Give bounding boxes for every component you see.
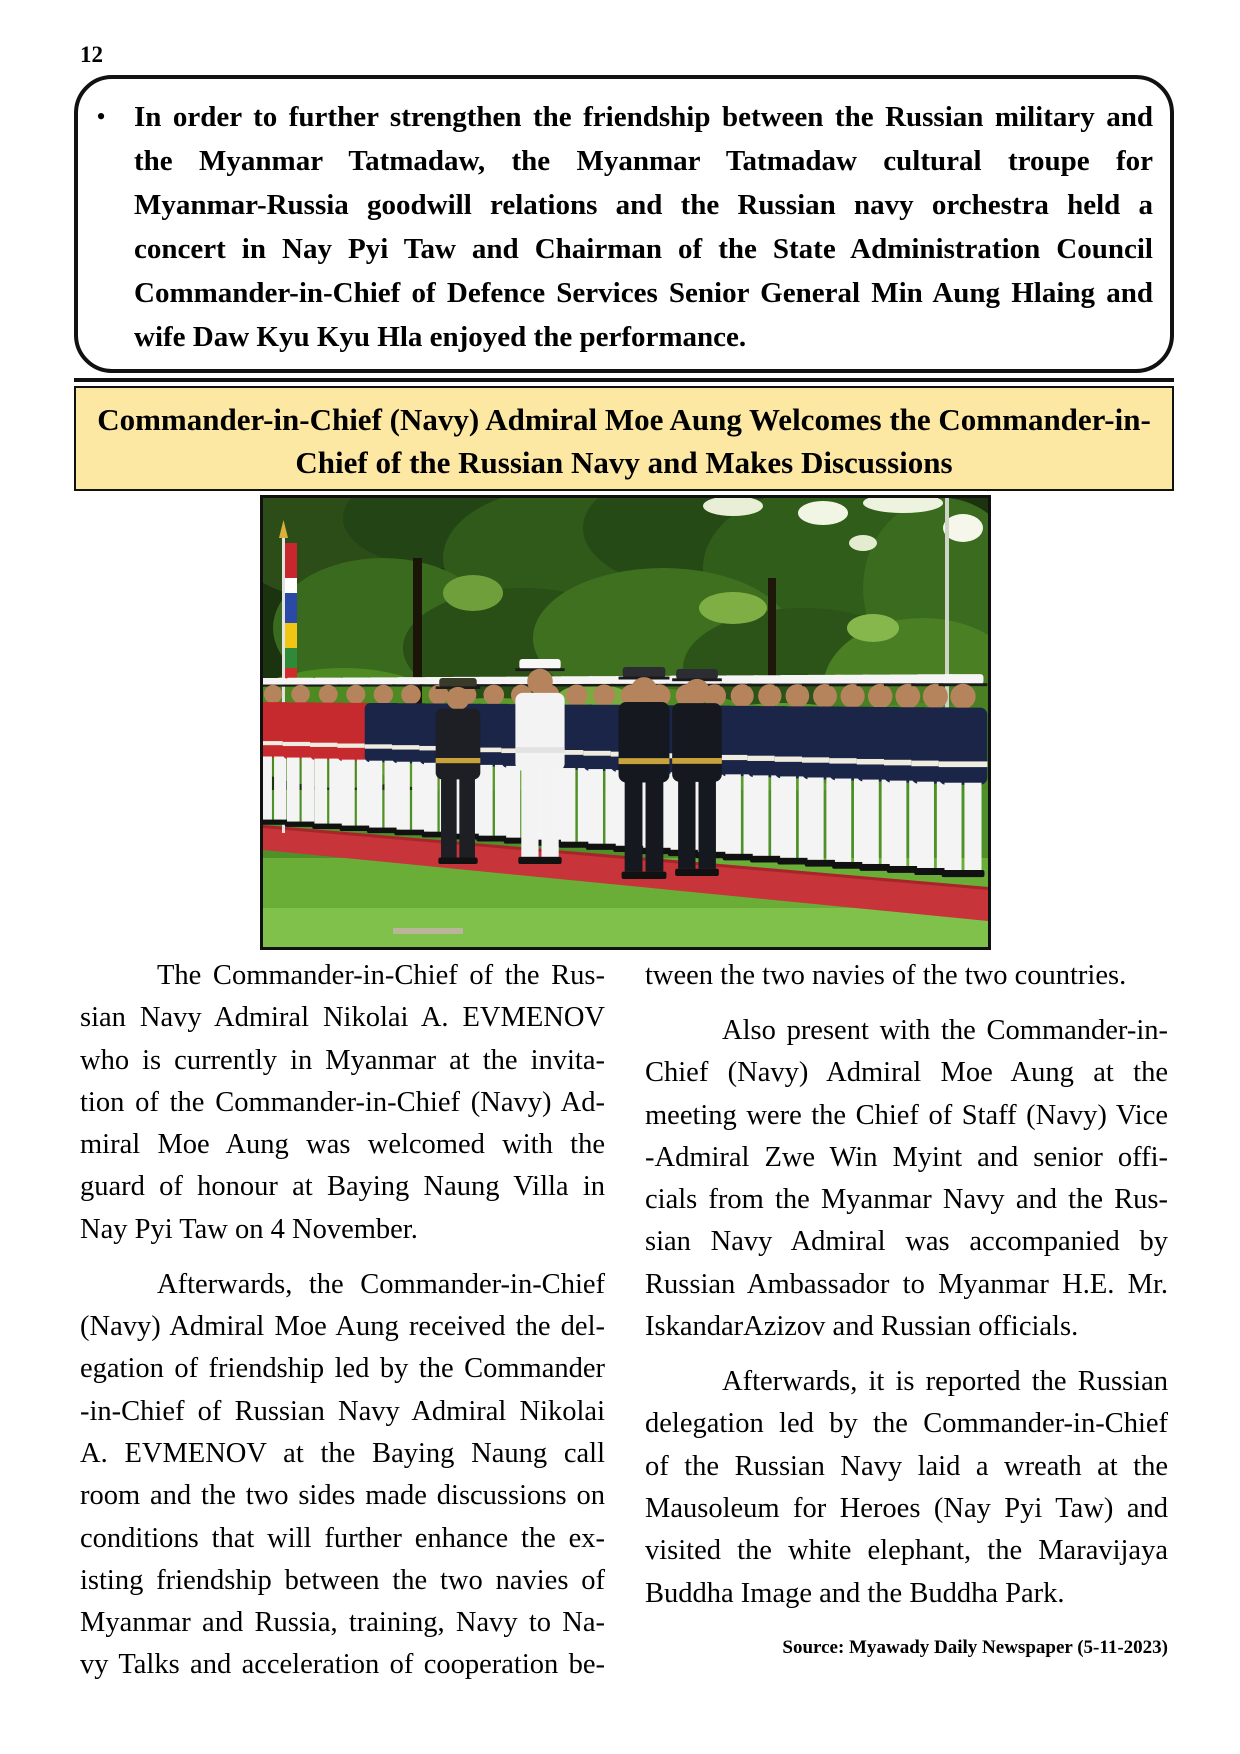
- column-left: [80, 955, 605, 1687]
- body-text-line: meeting were the Chief of Staff (Navy) Vice: [645, 1099, 1168, 1131]
- shoes: [263, 820, 289, 825]
- body-text-line: who is currently in Myanmar at the invita-: [80, 1044, 605, 1076]
- left-leg: [369, 761, 382, 828]
- left-leg: [780, 776, 796, 857]
- highlight-text-line: wife Daw Kyu Kyu Hla enjoyed the performance.: [134, 321, 747, 353]
- face: [319, 685, 338, 704]
- shoes: [312, 824, 344, 829]
- left-leg: [862, 780, 878, 864]
- leaf-highlight: [847, 614, 899, 642]
- left-leg: [808, 777, 824, 859]
- paragraph: [645, 1010, 1168, 1348]
- body-text-line: Afterwards, it is reported the Russian: [722, 1366, 1168, 1398]
- cap: [368, 677, 399, 685]
- ground-plaque: [393, 928, 463, 934]
- left-leg: [561, 768, 575, 842]
- left-leg: [287, 758, 300, 822]
- body-text-line: Chief (Navy) Admiral Moe Aung at the: [645, 1057, 1168, 1089]
- face: [484, 685, 505, 706]
- article-photo: [260, 495, 991, 950]
- body-text-line: cials from the Myanmar Navy and the Rus-: [645, 1184, 1168, 1216]
- right-leg: [698, 780, 715, 869]
- face: [631, 677, 657, 703]
- body-text-line: The Commander-in-Chief of the Rus-: [157, 960, 605, 991]
- sky-patch: [798, 501, 848, 525]
- left-leg: [890, 781, 907, 866]
- highlight-box: [74, 75, 1174, 373]
- left-leg: [314, 759, 327, 824]
- body-text-line: Afterwards, the Commander-in-Chief: [157, 1268, 605, 1300]
- body-text-line: of the Russian Navy laid a wreath at the: [645, 1450, 1168, 1482]
- body-text-line: sian Navy Admiral Nikolai A. EVMENOV: [80, 1002, 605, 1034]
- highlight-text-line: the Myanmar Tatmadaw, the Myanmar Tatmadaw cultural troupe for: [134, 145, 1153, 177]
- face: [374, 685, 393, 704]
- left-leg: [506, 766, 520, 838]
- left-leg: [835, 779, 851, 862]
- left-leg: [678, 780, 695, 869]
- left-leg: [944, 783, 961, 870]
- paragraph: [80, 1264, 605, 1687]
- lawn-front: [263, 908, 988, 947]
- face: [758, 684, 781, 707]
- body-text-line: sian Navy Admiral was accompanied by: [645, 1226, 1168, 1258]
- jacket: [515, 693, 564, 771]
- divider-rule: [74, 378, 1174, 382]
- face: [684, 679, 710, 705]
- leaf-highlight: [443, 575, 503, 611]
- leaf-highlight: [699, 592, 767, 624]
- body-text-line: Russian Ambassador to Myanmar H.E. Mr.: [645, 1268, 1168, 1300]
- body-text-line: delegation led by the Commander-in-Chief: [645, 1408, 1168, 1440]
- left-leg: [725, 774, 741, 854]
- highlight-text-line: Commander-in-Chief of Defence Services Senior General Min Aung Hlaing and: [134, 277, 1153, 309]
- body-text-line: tween the two navies of the two countries.: [645, 960, 1127, 991]
- body-text-line: -Admiral Zwe Win Myint and senior offi-: [645, 1141, 1168, 1173]
- cap: [340, 677, 371, 685]
- cap: [519, 659, 560, 669]
- belt: [939, 761, 988, 767]
- cap: [676, 669, 718, 679]
- face: [923, 684, 948, 709]
- face: [950, 684, 975, 709]
- article-title-line: Chief of the Russian Navy and Makes Discussions: [295, 445, 953, 480]
- right-leg: [357, 760, 370, 826]
- face: [346, 685, 365, 704]
- column-right: [645, 955, 1168, 1615]
- body-text-line: guard of honour at Baying Naung Villa in: [80, 1171, 605, 1203]
- bullet-point: •: [96, 102, 106, 131]
- right-leg: [459, 778, 475, 858]
- body-text-line: egation of friendship led by the Commander: [80, 1353, 605, 1385]
- cap: [943, 674, 984, 684]
- left-leg: [263, 756, 272, 819]
- flag-stripe: [285, 623, 297, 648]
- flag-stripe: [285, 578, 297, 593]
- face: [527, 669, 553, 695]
- jacket: [619, 702, 670, 783]
- shoes: [942, 870, 985, 877]
- shoes: [285, 822, 316, 827]
- body-text-line: Also present with the Commander-in-: [722, 1014, 1168, 1046]
- shoes: [438, 857, 477, 864]
- right-leg: [541, 769, 558, 857]
- right-leg: [646, 780, 664, 871]
- face: [786, 684, 810, 708]
- flag-stripe: [285, 593, 297, 623]
- left-leg: [441, 778, 457, 858]
- shoes: [675, 869, 719, 876]
- belt: [619, 758, 670, 764]
- cap: [313, 678, 344, 686]
- left-leg: [625, 780, 643, 871]
- page-number: 12: [80, 42, 103, 67]
- left-leg: [521, 769, 538, 857]
- face: [446, 687, 469, 710]
- jacket: [939, 708, 988, 785]
- belt: [515, 747, 564, 753]
- shoes: [518, 857, 561, 864]
- cap: [263, 678, 288, 685]
- belt: [672, 758, 722, 764]
- body-text-line: Nay Pyi Taw on 4 November.: [80, 1213, 418, 1245]
- cap: [439, 678, 476, 687]
- right-leg: [964, 783, 981, 870]
- jacket: [672, 703, 722, 782]
- body-text-line: room and the two sides made discussions on: [80, 1480, 605, 1512]
- body-text-line: -in-Chief of Russian Navy Admiral Nikolai: [80, 1395, 605, 1427]
- left-leg: [588, 769, 603, 844]
- highlight-text-line: concert in Nay Pyi Taw and Chairman of the State Administration Council: [134, 233, 1153, 265]
- cap: [286, 678, 316, 685]
- paragraph: [645, 1361, 1168, 1615]
- right-leg: [385, 761, 398, 828]
- body-text-line: tion of the Commander-in-Chief (Navy) Ad-: [80, 1086, 605, 1118]
- body-text-line: miral Moe Aung was welcomed with the: [80, 1129, 605, 1161]
- body-text-line: Mausoleum for Heroes (Nay Pyi Taw) and: [645, 1492, 1168, 1524]
- face: [264, 685, 282, 703]
- face: [566, 684, 587, 705]
- highlight-text-line: In order to further strengthen the friendship between the Russian military and: [134, 101, 1153, 133]
- body-text-line: A. EVMENOV at the Baying Naung call: [80, 1437, 605, 1469]
- face: [895, 684, 920, 709]
- body-text-line: conditions that will further enhance the ex-: [80, 1522, 605, 1554]
- guard-of-honour-photo: [263, 498, 988, 947]
- left-leg: [397, 762, 410, 830]
- source-credit: Source: Myawady Daily Newspaper (5-11-2023): [782, 1637, 1168, 1658]
- face: [840, 684, 864, 708]
- face: [813, 684, 837, 708]
- body-text-line: IskandarAzizov and Russian officials.: [645, 1311, 1079, 1343]
- body-text-line: isting friendship between the two navies of: [80, 1564, 605, 1596]
- face: [593, 684, 615, 706]
- shoes: [622, 872, 667, 879]
- right-leg: [302, 758, 315, 822]
- right-leg: [412, 762, 425, 830]
- flag-stripe: [285, 543, 297, 578]
- paragraph: [80, 955, 605, 1251]
- highlight-text-line: Myanmar-Russia goodwill relations and the Russian navy orchestra held a: [134, 189, 1153, 221]
- body-text-line: (Navy) Admiral Moe Aung received the del-: [80, 1311, 605, 1343]
- left-leg: [342, 760, 355, 826]
- left-leg: [424, 763, 437, 832]
- body-text-line: Buddha Image and the Buddha Park.: [645, 1577, 1065, 1609]
- left-leg: [479, 765, 493, 836]
- face: [401, 685, 421, 705]
- body-text-line: Myanmar and Russia, training, Navy to Na-: [80, 1607, 605, 1639]
- cap: [395, 677, 427, 685]
- left-leg: [917, 782, 934, 868]
- right-leg: [329, 759, 342, 824]
- paragraph-continued: [645, 955, 1168, 997]
- jacket: [436, 709, 481, 780]
- article-title-line: Commander-in-Chief (Navy) Admiral Moe Aung Welcomes the Commander-in-: [97, 402, 1151, 437]
- left-leg: [753, 775, 769, 856]
- sky-patch: [849, 535, 877, 551]
- face: [291, 685, 310, 704]
- cap: [623, 667, 666, 678]
- article-title-box: [74, 386, 1174, 491]
- face: [868, 684, 892, 708]
- body-text-line: vy Talks and acceleration of cooperation be-: [80, 1649, 605, 1681]
- belt: [436, 758, 481, 763]
- face: [731, 684, 754, 707]
- right-leg: [274, 756, 286, 819]
- flag-stripe: [285, 648, 297, 668]
- body-text-line: visited the white elephant, the Maravijaya: [645, 1535, 1168, 1567]
